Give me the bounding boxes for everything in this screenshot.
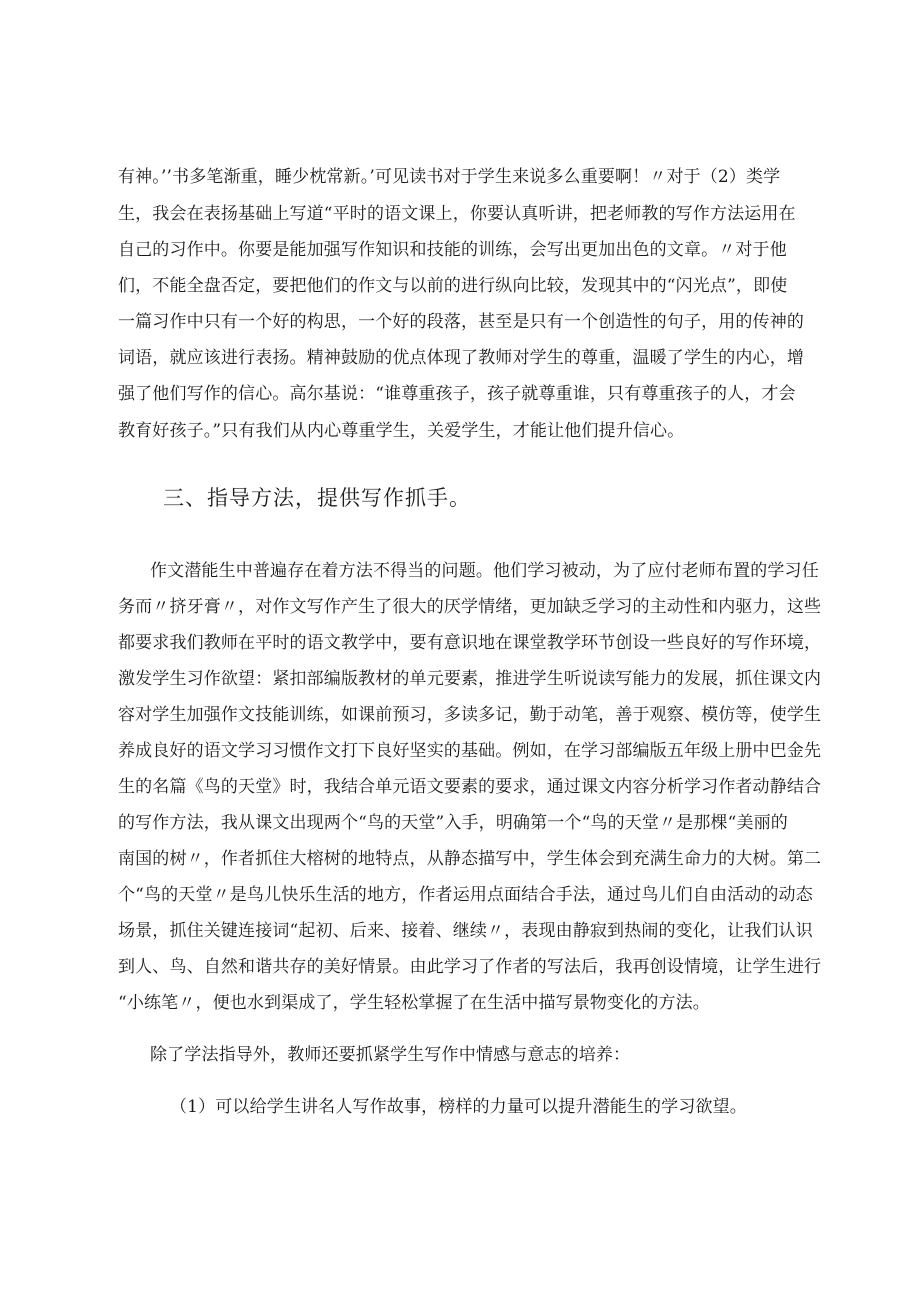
paragraph-line: 除了学法指导外，教师还要抓紧学生写作中情感与意志的培养：	[150, 1045, 631, 1065]
paragraph-line: 强了他们写作的信心。高尔基说：“谁尊重孩子，孩子就尊重谁，只有尊重孩子的人，才会	[118, 384, 796, 404]
paragraph-line: “小练笔〃，便也水到渠成了，学生轻松掌握了在生活中描写景物变化的方法。	[118, 993, 710, 1013]
paragraph-line: 都要求我们教师在平时的语文教学中，要有意识地在课堂教学环节创设一些良好的写作环境，	[118, 633, 822, 653]
paragraph-line: 容对学生加强作文技能训练，如课前预习，多读多记，勤于动笔，善于观察、模仿等，使学生	[118, 705, 822, 725]
paragraph-line: 到人、鸟、自然和谐共存的美好情景。由此学习了作者的写法后，我再创设情境，让学生进行	[118, 957, 822, 977]
paragraph-line: 务而〃挤牙膏〃，对作文写作产生了很大的厌学情绪，更加缺乏学习的主动性和内驱力，这些	[118, 597, 822, 617]
paragraph-line: 自己的习作中。你要是能加强写作知识和技能的训练，会写出更加出色的文章。〃对于他	[118, 240, 787, 260]
paragraph-line: 养成良好的语文学习习惯作文打下良好坚实的基础。例如，在学习部编版五年级上册中巴金先	[118, 741, 822, 761]
paragraph-line: 词语，就应该进行表扬。精神鼓励的优点体现了教师对学生的尊重，温暖了学生的内心，增	[118, 348, 804, 368]
paragraph-line: 生的名篇《鸟的天堂》时，我结合单元语文要素的要求，通过课文内容分析学习作者动静结合	[118, 777, 822, 797]
section-heading: 三、指导方法，提供写作抓手。	[163, 486, 471, 510]
paragraph-line: 教育好孩子。”只有我们从内心尊重学生，关爱学生，才能让他们提升信心。	[118, 421, 685, 441]
paragraph-line: 激发学生习作欲望：紧扣部编版教材的单元要素，推进学生听说读写能力的发展，抓住课文内	[118, 669, 822, 689]
paragraph-line: 南国的树〃，作者抓住大榕树的地特点，从静态描写中，学生体会到充满生命力的大树。第二	[118, 849, 822, 869]
paragraph-line: 生，我会在表扬基础上写道“平时的语文课上，你要认真听讲，把老师教的写作方法运用在	[118, 204, 796, 224]
paragraph-line: 的写作方法，我从课文出现两个“鸟的天堂”入手，明确第一个“鸟的天堂〃是那棵“美丽的	[118, 813, 788, 833]
paragraph-line: 个“鸟的天堂〃是鸟儿快乐生活的地方，作者运用点面结合手法，通过鸟儿们自由活动的动态	[118, 885, 813, 905]
paragraph-line: 们，不能全盘否定，要把他们的作文与以前的进行纵向比较，发现其中的“闪光点”，即使	[118, 276, 788, 296]
paragraph-line: 场景，抓住关键连接词“起初、后来、接着、继续〃，表现由静寂到热闹的变化，让我们认识	[118, 921, 813, 941]
list-item: （1）可以给学生讲名人写作故事，榜样的力量可以提升潜能生的学习欲望。	[170, 1097, 747, 1117]
paragraph-line: 一篇习作中只有一个好的构思，一个好的段落，甚至是只有一个创造性的句子，用的传神的	[118, 312, 804, 332]
paragraph-line: 作文潜能生中普遍存在着方法不得当的问题。他们学习被动，为了应付老师布置的学习任	[150, 561, 819, 581]
paragraph-line: 有神。’’书多笔渐重，睡少枕常新。’可见读书对于学生来说多么重要啊！〃对于（2）类学	[118, 167, 781, 187]
